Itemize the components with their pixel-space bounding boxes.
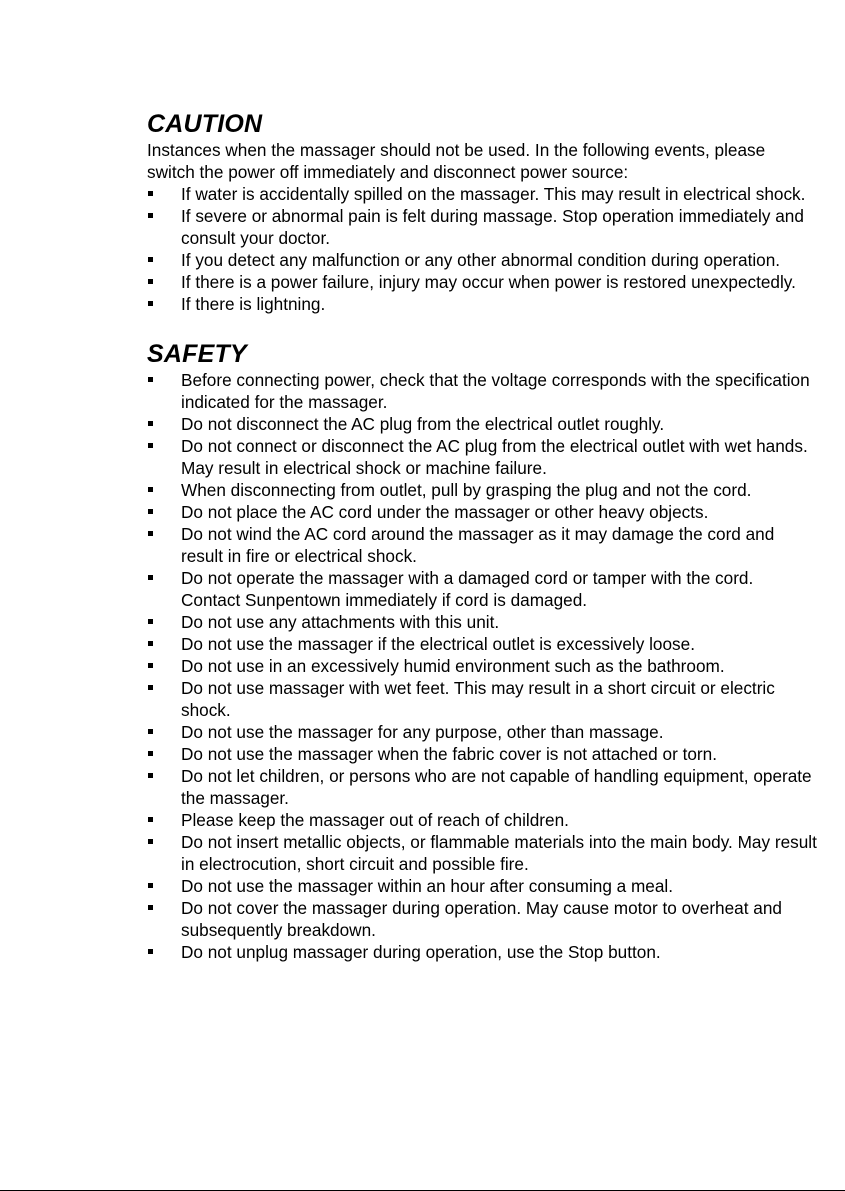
bullet-icon: [148, 663, 153, 668]
bullet-icon: [148, 487, 153, 492]
caution-item: [147, 183, 817, 205]
safety-item-text: Do not use the massager for any purpose, other than massage.: [181, 722, 664, 742]
safety-item-text: Do not use any attachments with this unit.: [181, 612, 500, 632]
safety-item: [147, 501, 817, 523]
bullet-icon: [148, 301, 153, 306]
safety-item: [147, 655, 817, 677]
caution-intro: Instances when the massager should not be used. In the following events, please switch the power off immediately and disconnect power source:: [147, 140, 766, 182]
bullet-icon: [148, 213, 153, 218]
safety-item: [147, 523, 817, 567]
bullet-icon: [148, 839, 153, 844]
safety-item-text: Do not place the AC cord under the massager or other heavy objects.: [181, 502, 709, 522]
safety-item: [147, 567, 817, 611]
safety-item-text: Please keep the massager out of reach of children.: [181, 810, 569, 830]
caution-item: [147, 205, 817, 249]
safety-item: [147, 721, 817, 743]
bullet-icon: [148, 905, 153, 910]
safety-item-text: Do not unplug massager during operation, use the Stop button.: [181, 942, 661, 962]
bullet-icon: [148, 817, 153, 822]
bullet-icon: [148, 509, 153, 514]
bullet-icon: [148, 443, 153, 448]
caution-list: [147, 183, 817, 315]
safety-item-text: Do not use in an excessively humid environment such as the bathroom.: [181, 656, 725, 676]
caution-item: [147, 293, 817, 315]
bullet-icon: [148, 883, 153, 888]
bullet-icon: [148, 949, 153, 954]
safety-list: [147, 369, 817, 963]
caution-item-text: If you detect any malfunction or any other abnormal condition during operation.: [181, 250, 781, 270]
bullet-icon: [148, 257, 153, 262]
bullet-icon: [148, 575, 153, 580]
bullet-icon: [148, 751, 153, 756]
bullet-icon: [148, 191, 153, 196]
safety-heading: SAFETY: [147, 340, 247, 368]
safety-item-text: Do not use massager with wet feet. This may result in a short circuit or electric shock.: [181, 678, 775, 720]
bullet-icon: [148, 641, 153, 646]
safety-item: [147, 677, 817, 721]
section-spacer: [147, 315, 817, 339]
safety-item: [147, 633, 817, 655]
safety-item-text: Do not insert metallic objects, or flammable materials into the main body. May result in electrocution, short circuit and possible fire.: [181, 832, 817, 874]
safety-item: [147, 413, 817, 435]
bullet-icon: [148, 531, 153, 536]
safety-item: [147, 941, 817, 963]
safety-item-text: Do not use the massager within an hour after consuming a meal.: [181, 876, 674, 896]
caution-item: [147, 249, 817, 271]
bullet-icon: [148, 729, 153, 734]
safety-item: [147, 369, 817, 413]
caution-section: [147, 109, 817, 315]
safety-item-text: Do not disconnect the AC plug from the electrical outlet roughly.: [181, 414, 665, 434]
safety-item-text: Do not use the massager when the fabric cover is not attached or torn.: [181, 744, 717, 764]
safety-item: [147, 479, 817, 501]
safety-item-text: Do not operate the massager with a damaged cord or tamper with the cord. Contact Sunpentown immediately if cord is damaged.: [181, 568, 754, 610]
bullet-icon: [148, 377, 153, 382]
safety-item-text: Before connecting power, check that the voltage corresponds with the specification indicated for the massager.: [181, 370, 810, 412]
safety-item-text: When disconnecting from outlet, pull by grasping the plug and not the cord.: [181, 480, 752, 500]
safety-item: [147, 831, 817, 875]
document-content: [147, 109, 817, 963]
caution-heading: CAUTION: [147, 110, 263, 138]
bullet-icon: [148, 773, 153, 778]
safety-item-text: Do not connect or disconnect the AC plug from the electrical outlet with wet hands. May result in electrical shock or machine failure.: [181, 436, 808, 478]
caution-item: [147, 271, 817, 293]
bullet-icon: [148, 421, 153, 426]
safety-item: [147, 809, 817, 831]
safety-item-text: Do not cover the massager during operation. May cause motor to overheat and subsequently breakdown.: [181, 898, 782, 940]
bullet-icon: [148, 619, 153, 624]
safety-item: [147, 765, 817, 809]
caution-item-text: If there is a power failure, injury may occur when power is restored unexpectedly.: [181, 272, 796, 292]
safety-item-text: Do not use the massager if the electrical outlet is excessively loose.: [181, 634, 695, 654]
caution-item-text: If severe or abnormal pain is felt during massage. Stop operation immediately and consult your doctor.: [181, 206, 804, 248]
safety-item: [147, 897, 817, 941]
safety-item: [147, 435, 817, 479]
safety-section: [147, 339, 817, 963]
safety-item-text: Do not let children, or persons who are not capable of handling equipment, operate the massager.: [181, 766, 812, 808]
caution-item-text: If there is lightning.: [181, 294, 326, 314]
caution-item-text: If water is accidentally spilled on the massager. This may result in electrical shock.: [181, 184, 806, 204]
bullet-icon: [148, 279, 153, 284]
safety-item: [147, 611, 817, 633]
safety-item: [147, 875, 817, 897]
safety-item-text: Do not wind the AC cord around the massager as it may damage the cord and result in fire or electrical shock.: [181, 524, 775, 566]
bullet-icon: [148, 685, 153, 690]
safety-item: [147, 743, 817, 765]
